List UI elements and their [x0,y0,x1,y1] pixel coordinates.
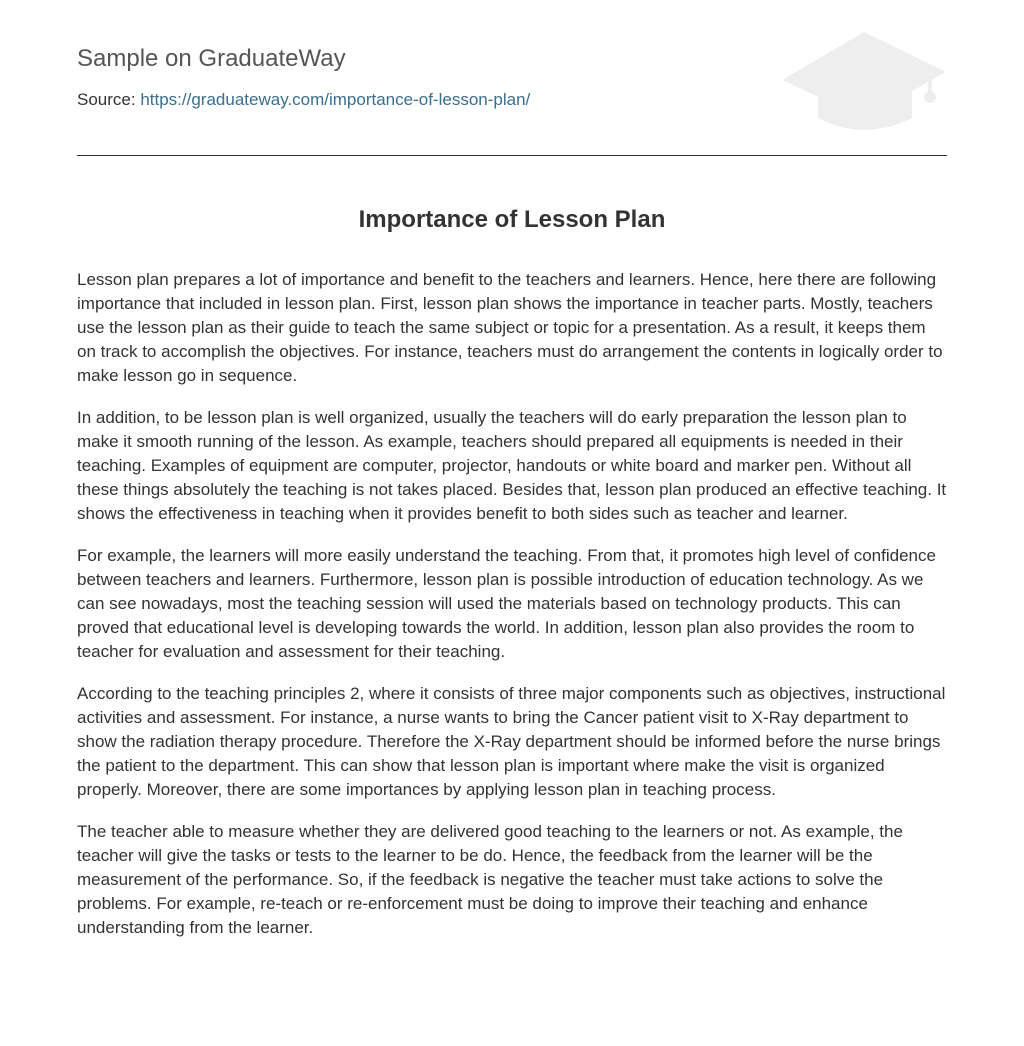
article-body [77,268,947,958]
source-line [77,88,530,112]
cap-board [782,32,946,118]
source-label: Source: [77,90,136,109]
article-paragraph: In addition, to be lesson plan is well organized, usually the teachers will do early preparation the lesson plan to make it smooth running of the lesson. As example, teachers should prepared all equipments is needed in their teaching. Examples of equipment are computer, projector, handouts or white board and marker pen. Without all these things absolutely the teaching is not takes placed. Besides that, lesson plan produced an effective teaching. It shows the effectiveness in teaching when it provides benefit to both sides such as teacher and learner. [77,408,947,523]
graduation-cap-icon [780,32,946,132]
source-link[interactable]: https://graduateway.com/importance-of-lesson-plan/ [140,90,531,109]
cap-tassel-end [924,91,936,103]
article-paragraph: For example, the learners will more easily understand the teaching. From that, it promotes high level of confidence between teachers and learners. Furthermore, lesson plan is possible introduction of education technology. As we can see nowadays, most the teaching session will used the materials based on technology products. This can proved that educational level is developing towards the world. In addition, lesson plan also provides the room to teacher for evaluation and assessment for their teaching. [77,546,936,661]
site-title: Sample on GraduateWay [77,45,346,72]
header [77,0,947,156]
article-paragraph: According to the teaching principles 2, where it consists of three major components such as objectives, instructional activities and assessment. For instance, a nurse wants to bring the Cancer patient visit to X-Ray department to show the radiation therapy procedure. Therefore the X-Ray department should be informed before the nurse brings the patient to the department. This can show that lesson plan is important where make the visit is organized properly. Moreover, there are some importances by applying lesson plan in teaching process. [77,684,946,799]
header-divider [77,155,947,156]
article-paragraph: Lesson plan prepares a lot of importance and benefit to the teachers and learners. Hence, here there are following importance that included in lesson plan. First, lesson plan shows the importance in teacher parts. Mostly, teachers use the lesson plan as their guide to teach the same subject or topic for a presentation. As a result, it keeps them on track to accomplish the objectives. For instance, teachers must do arrangement the contents in logically order to make lesson go in sequence. [77,270,943,385]
article-paragraph: The teacher able to measure whether they are delivered good teaching to the learners or not. As example, the teacher will give the tasks or tests to the learner to be do. Hence, the feedback from the learner will be the measurement of the performance. So, if the feedback is negative the teacher must take actions to solve the problems. For example, re-teach or re-enforcement must be doing to improve their teaching and enhance understanding from the learner. [77,822,903,937]
article-title: Importance of Lesson Plan [358,206,666,233]
